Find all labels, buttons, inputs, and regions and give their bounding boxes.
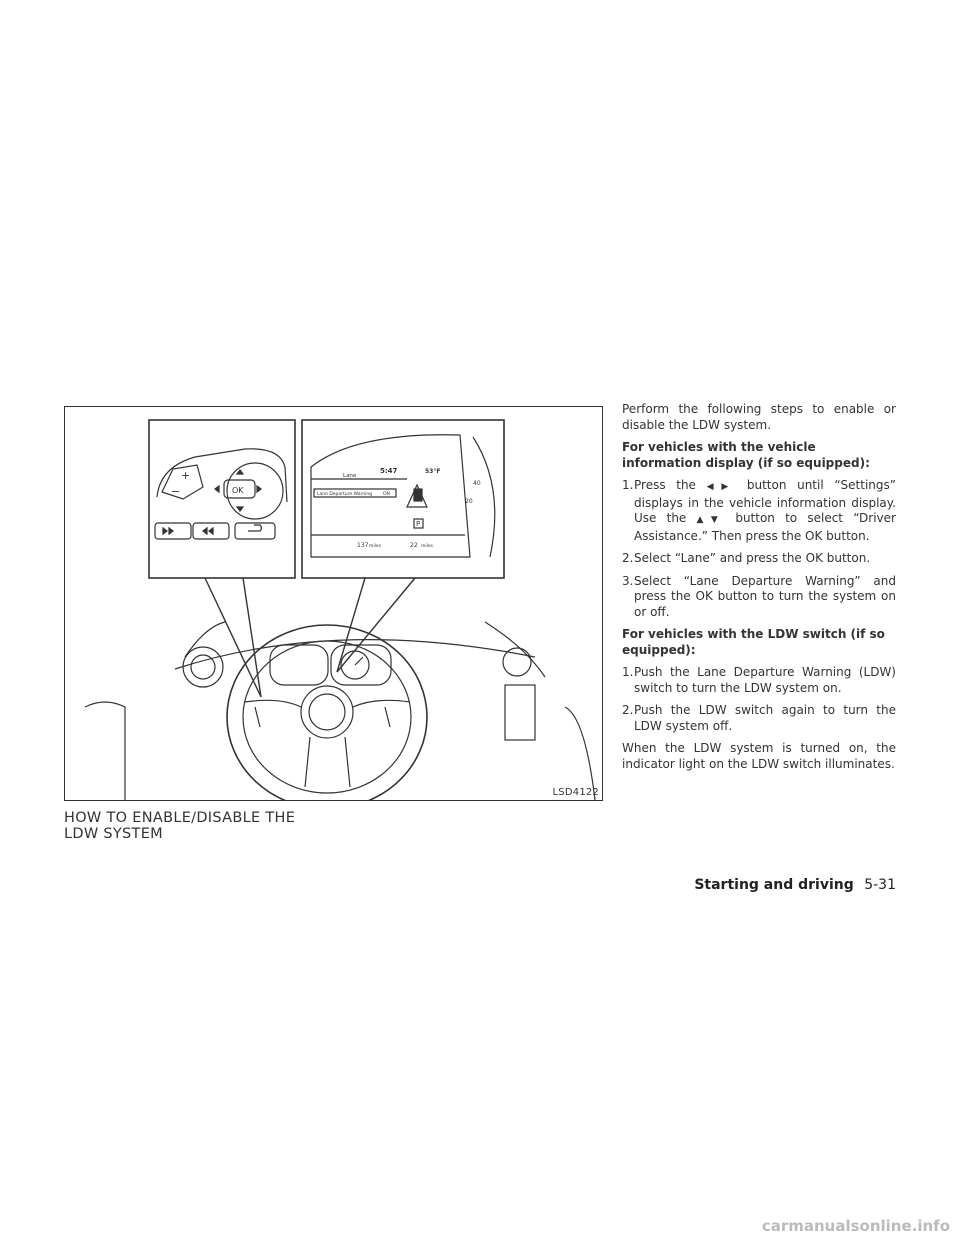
step-number: 2. — [622, 703, 634, 717]
step-1-switch — [622, 665, 896, 696]
step-text: Press the — [634, 478, 696, 492]
steering-wheel-illustration — [65, 407, 602, 800]
step-number: 1. — [622, 478, 634, 492]
volume-plus: + — [181, 469, 191, 482]
step-number: 2. — [622, 551, 634, 565]
step-text: button to select “Driver Assistance.” Then press the OK button. — [634, 511, 896, 543]
step-number: 1. — [622, 665, 634, 679]
display-gear: P — [416, 520, 421, 528]
display-trip-unit: miles — [421, 544, 433, 549]
step-text: Select “Lane” and press the OK button. — [634, 551, 871, 565]
ok-label: OK — [232, 486, 244, 495]
gauge-20: 20 — [465, 498, 473, 505]
display-time: 5:47 — [380, 467, 398, 475]
heading-vehicle-info-display: For vehicles with the vehicle information display (if so equipped): — [622, 440, 870, 470]
display-trip-value: 22 — [410, 542, 418, 549]
step-2-display — [622, 551, 896, 567]
up-down-arrow-icon: ▲▼ — [696, 515, 726, 525]
gauge-40: 40 — [473, 480, 481, 487]
step-text: Select “Lane Departure Warning” and press the OK button to turn the system on or off. — [634, 573, 896, 619]
watermark-link[interactable]: carmanualsonline.info — [761, 1217, 950, 1235]
section-title-line1: HOW TO ENABLE/DISABLE THE — [64, 810, 296, 826]
instructions-column — [622, 402, 896, 779]
step-1-display — [622, 478, 896, 544]
steering-wheel — [227, 625, 427, 800]
step-2-switch — [622, 703, 896, 734]
display-tab-lane: Lane — [343, 473, 357, 479]
step-number: 3. — [622, 573, 634, 588]
switch-inset — [149, 420, 295, 578]
intro-paragraph: Perform the following steps to enable or disable the LDW system. — [622, 402, 896, 432]
footer-section-name: Starting and driving — [694, 877, 854, 893]
display-menu-ldw: Lane Departure Warning — [317, 492, 373, 497]
display-temperature: 53°F — [425, 468, 441, 475]
step-text: Push the LDW switch again to turn the LDW system off. — [634, 703, 896, 733]
step-text: Push the Lane Departure Warning (LDW) switch to turn the LDW system on. — [634, 665, 896, 695]
heading-ldw-switch: For vehicles with the LDW switch (if so equipped): — [622, 627, 885, 657]
closing-paragraph: When the LDW system is turned on, the indicator light on the LDW switch illuminates. — [622, 741, 896, 771]
figure-code: LSD4122 — [552, 787, 599, 798]
page-number: 5-31 — [864, 877, 896, 893]
step-text: button until “Settings” displays in the vehicle information display. Use the — [634, 478, 896, 525]
section-title — [64, 810, 464, 842]
display-inset — [302, 420, 504, 578]
page-footer — [694, 877, 896, 893]
section-title-line2: LDW SYSTEM — [64, 826, 163, 842]
volume-minus: − — [171, 485, 181, 498]
illustration-figure — [64, 406, 603, 801]
display-range-value: 137 — [357, 542, 369, 549]
display-menu-state: ON — [383, 492, 390, 497]
left-right-arrow-icon: ◀▶ — [706, 482, 737, 492]
step-3-display — [622, 574, 896, 621]
display-range-unit: miles — [369, 544, 381, 549]
